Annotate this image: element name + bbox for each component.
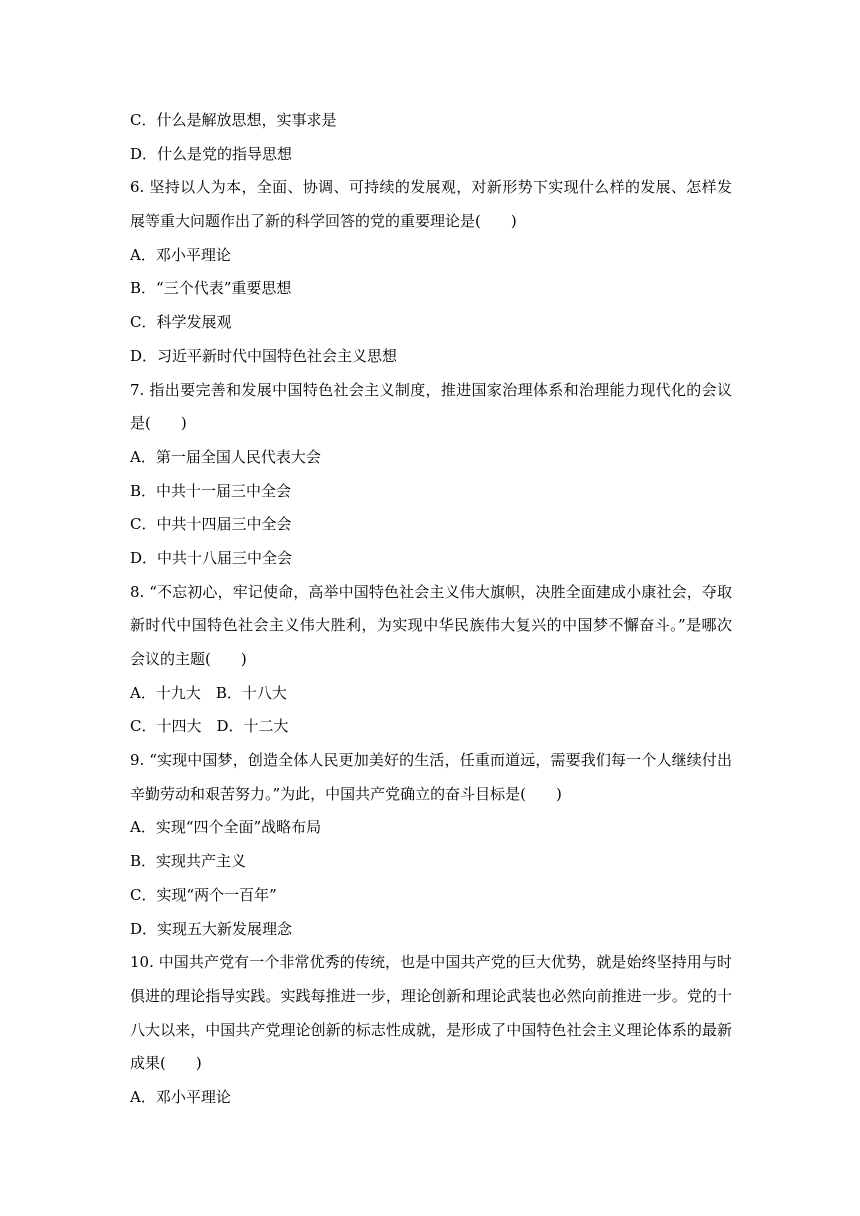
answer-option: C．实现“两个一百年” xyxy=(130,885,277,904)
question-text-line: 新时代中国特色社会主义伟大胜利，为实现中华民族伟大复兴的中国梦不懈奋斗。”是哪次 xyxy=(130,616,732,635)
question-text-line: 俱进的理论指导实践。实践每推进一步，理论创新和理论武装也必然向前推进一步。党的十 xyxy=(130,986,732,1005)
answer-option: B．“三个代表”重要思想 xyxy=(130,279,292,298)
answer-option: C．科学发展观 xyxy=(130,313,232,332)
answer-option: A．实现“四个全面”战略布局 xyxy=(130,818,322,837)
answer-option: B．实现共产主义 xyxy=(130,852,247,871)
answer-option: D．中共十八届三中全会 xyxy=(130,548,293,567)
answer-option: D．实现五大新发展理念 xyxy=(130,919,293,938)
question-text-line: 8. “不忘初心，牢记使命，高举中国特色社会主义伟大旗帜，决胜全面建成小康社会，夺取 xyxy=(130,582,732,601)
answer-option: D．什么是党的指导思想 xyxy=(130,144,293,163)
answer-option: C．十四大 D．十二大 xyxy=(130,717,289,736)
answer-option: C．什么是解放思想，实事求是 xyxy=(130,111,337,129)
question-text-line: 八大以来，中国共产党理论创新的标志性成就，是形成了中国特色社会主义理论体系的最新 xyxy=(130,1020,732,1039)
answer-option: C．中共十四届三中全会 xyxy=(130,515,292,534)
question-text-line: 成果( ) xyxy=(130,1054,202,1073)
answer-option: A．邓小平理论 xyxy=(130,1087,231,1106)
question-text-line: 10. 中国共产党有一个非常优秀的传统，也是中国共产党的巨大优势，就是始终坚持用与时 xyxy=(130,953,732,972)
question-text-line: 9. “实现中国梦，创造全体人民更加美好的生活，任重而道远，需要我们每一个人继续付出 xyxy=(130,751,732,770)
question-text-line: 是( ) xyxy=(130,414,187,433)
question-text-line: 7. 指出要完善和发展中国特色社会主义制度，推进国家治理体系和治理能力现代化的会议 xyxy=(130,380,732,399)
question-text-line: 6. 坚持以人为本，全面、协调、可持续的发展观，对新形势下实现什么样的发展、怎样发 xyxy=(130,178,732,197)
answer-option: B．中共十一届三中全会 xyxy=(130,481,292,500)
answer-option: D．习近平新时代中国特色社会主义思想 xyxy=(130,346,398,365)
question-text-line: 会议的主题( ) xyxy=(130,650,247,668)
answer-option: A．第一届全国人民代表大会 xyxy=(130,447,321,466)
question-list xyxy=(130,104,732,1115)
question-text-line: 展等重大问题作出了新的科学回答的党的重要理论是( ) xyxy=(130,212,517,231)
answer-option: A．十九大 B．十八大 xyxy=(130,683,287,702)
question-text-line: 辛勤劳动和艰苦努力。”为此，中国共产党确立的奋斗目标是( ) xyxy=(130,784,562,803)
answer-option: A．邓小平理论 xyxy=(130,245,231,264)
